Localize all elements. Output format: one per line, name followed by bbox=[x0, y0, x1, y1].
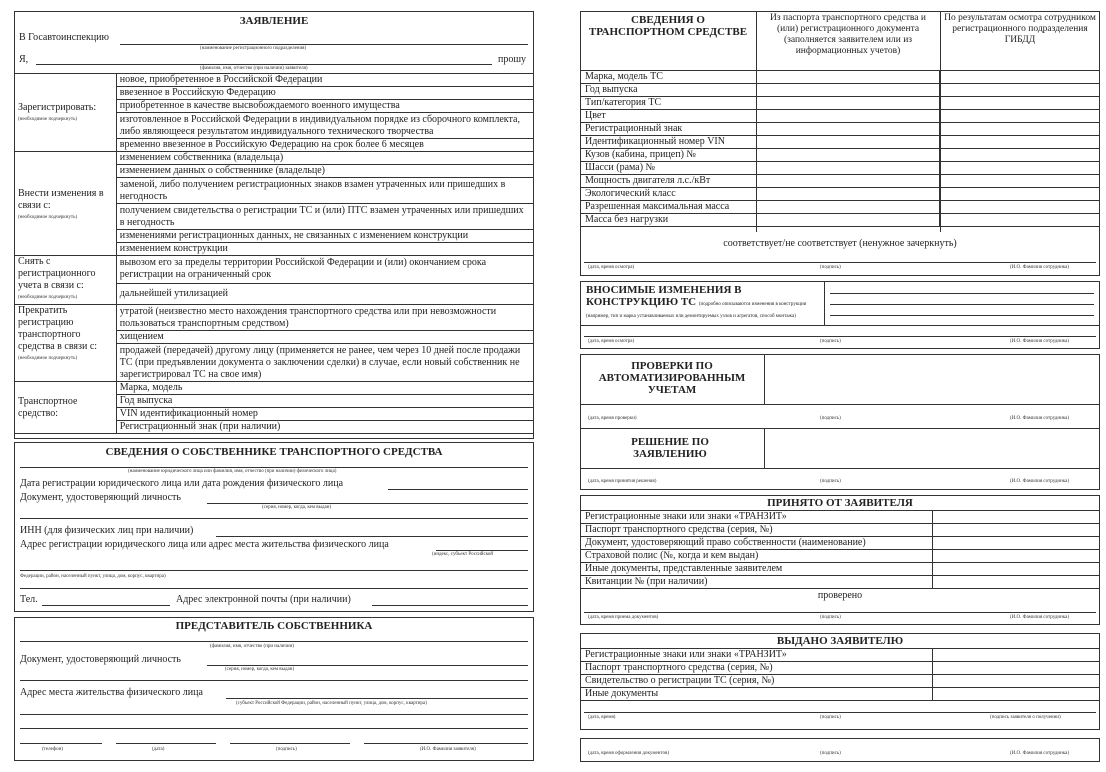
accepted-title: ПРИНЯТО ОТ ЗАЯВИТЕЛЯ bbox=[767, 497, 913, 509]
vehicle-row-label: Тип/категория ТС bbox=[581, 97, 757, 110]
vehicle-row bbox=[581, 123, 1100, 136]
issued-row-value-field[interactable] bbox=[932, 675, 1099, 688]
vehicle-row-value-field[interactable] bbox=[940, 84, 1100, 97]
option-item[interactable]: временно ввезенное в Российскую Федерацию на срок более 6 месяцев bbox=[116, 139, 533, 152]
vehicle-row-value-field[interactable] bbox=[756, 175, 939, 188]
vehicle-row-label: Идентификационный номер VIN bbox=[581, 136, 757, 149]
option-item[interactable]: изменением конструкции bbox=[116, 243, 533, 256]
vehicle-row-value-field[interactable] bbox=[940, 123, 1100, 136]
accepted-sign-signature: (подпись) bbox=[820, 615, 841, 620]
owner-phone-field[interactable] bbox=[42, 605, 170, 606]
issued-row bbox=[581, 649, 1100, 662]
checks-sign-date: (дата, время проверки) bbox=[588, 416, 637, 421]
vehicle-row-value-field[interactable] bbox=[940, 71, 1100, 84]
rep-name-hint: (фамилия, имя, отчество (при наличии) bbox=[210, 644, 294, 649]
option-item[interactable]: хищением bbox=[116, 331, 533, 344]
accepted-row-value-field[interactable] bbox=[932, 550, 1099, 563]
rep-id-doc-field[interactable] bbox=[207, 665, 528, 666]
final-section bbox=[580, 738, 1100, 762]
decision-sign-date: (дата, время принятия решения) bbox=[588, 479, 657, 484]
issued-row-label: Свидетельство о регистрации ТС (серия, №) bbox=[581, 675, 933, 688]
group-terminate-label: Прекратить регистрацию транспортного средства в связи с: bbox=[18, 305, 98, 352]
vehicle-table bbox=[580, 70, 1100, 227]
owner-email: Адрес электронной почты (при наличии) bbox=[176, 594, 351, 605]
vehicle-row-value-field[interactable] bbox=[940, 201, 1100, 214]
statement-to-hint: (наименование регистрационного подразделения) bbox=[200, 46, 307, 51]
checks-title: ПРОВЕРКИ ПО АВТОМАТИЗИРОВАННЫМ УЧЕТАМ bbox=[598, 360, 746, 396]
option-item[interactable]: приобретенное в качестве высвобождаемого военного имущества bbox=[116, 100, 533, 113]
vehicle-row bbox=[581, 162, 1100, 175]
changes-sign-signature: (подпись) bbox=[820, 339, 841, 344]
vehicle-row-value-field[interactable] bbox=[940, 188, 1100, 201]
option-item[interactable]: заменой, либо получением регистрационных знаков взамен утраченных или пришедших в негодность bbox=[116, 178, 533, 204]
owner-address-hint1: (индекс, субъект Российской bbox=[432, 552, 494, 557]
issued-row-value-field[interactable] bbox=[932, 688, 1099, 701]
rep-sign-signature: (подпись) bbox=[276, 747, 297, 752]
rep-sign-date: (дата) bbox=[152, 747, 165, 752]
accepted-row bbox=[581, 511, 1100, 524]
issued-row-label: Иные документы bbox=[581, 688, 933, 701]
option-item[interactable]: изменением собственника (владельца) bbox=[116, 152, 533, 165]
checks-sign-signature: (подпись) bbox=[820, 416, 841, 421]
owner-title: СВЕДЕНИЯ О СОБСТВЕННИКЕ ТРАНСПОРТНОГО СРЕДСТВА bbox=[105, 446, 443, 458]
changes-note: (подробно описываются изменения в конструкции (например, тип и марка устанавливаемых или демонтируемых узлов и агрегатов, способ монтажа) bbox=[586, 302, 807, 319]
option-item[interactable]: утратой (неизвестно место нахождения транспортного средства или при невозможности пользоваться транспортным средством) bbox=[116, 305, 533, 331]
final-sign-name: (И.О. Фамилия сотрудника) bbox=[1010, 751, 1070, 756]
issued-row-label: Регистрационные знаки или знаки «ТРАНЗИТ» bbox=[581, 649, 933, 662]
statement-i: Я, bbox=[19, 54, 29, 65]
vehicle-row bbox=[581, 110, 1100, 123]
owner-phone: Тел. bbox=[20, 594, 38, 605]
option-item[interactable]: изменением данных о собственнике (владельце) bbox=[116, 165, 533, 178]
vehicle-row-value-field[interactable] bbox=[756, 84, 939, 97]
vehicle-row-value-field[interactable] bbox=[756, 123, 939, 136]
accepted-row-label: Страховой полис (№, когда и кем выдан) bbox=[581, 550, 933, 563]
vehicle-title: СВЕДЕНИЯ О ТРАНСПОРТНОМ СРЕДСТВЕ bbox=[588, 14, 748, 38]
rep-address-field[interactable] bbox=[226, 698, 528, 699]
option-item[interactable]: получением свидетельства о регистрации ТС и (или) ПТС взамен утраченных или пришедших в негодность bbox=[116, 204, 533, 230]
vehicle-col3-header: По результатам осмотра сотрудником регистрационного подразделения ГИБДД bbox=[944, 13, 1096, 45]
accepted-row-label: Документ, удостоверяющий право собственности (наименование) bbox=[581, 537, 933, 550]
vehicle-conformity: соответствует/не соответствует (ненужное зачеркнуть) bbox=[723, 238, 957, 249]
accepted-row-label: Квитанции № (при наличии) bbox=[581, 576, 933, 589]
vehicle-row-value-field[interactable] bbox=[756, 97, 939, 110]
group-deregister-label: Снять с регистрационного учета в связи с: bbox=[18, 256, 96, 291]
group-change-label: Внести изменения в связи с: bbox=[18, 188, 104, 211]
vehicle-row-value-field[interactable] bbox=[940, 149, 1100, 162]
vehicle-row-label: Регистрационный знак bbox=[581, 123, 757, 136]
final-sign-date: (дата, время оформления документов) bbox=[588, 751, 670, 756]
vehicle-row bbox=[581, 201, 1100, 214]
accepted-row bbox=[581, 576, 1100, 589]
vehicle-row-label: Разрешенная максимальная масса bbox=[581, 201, 757, 214]
vehicle-row-value-field[interactable] bbox=[940, 110, 1100, 123]
vehicle-row bbox=[581, 188, 1100, 201]
vehicle-field[interactable]: VIN идентификационный номер bbox=[116, 408, 533, 421]
owner-id-doc: Документ, удостоверяющий личность bbox=[20, 492, 181, 503]
option-item[interactable]: вывозом его за пределы территории Российской Федерации и (или) окончанием срока регистрации на ограниченный срок bbox=[116, 256, 533, 284]
vehicle-sign-signature: (подпись) bbox=[820, 265, 841, 270]
vehicle-field[interactable]: Регистрационный знак (при наличии) bbox=[116, 421, 533, 434]
vehicle-row-label: Цвет bbox=[581, 110, 757, 123]
vehicle-row-value-field[interactable] bbox=[756, 136, 939, 149]
statement-options-table bbox=[14, 73, 534, 434]
option-item[interactable]: ввезенное в Российскую Федерацию bbox=[116, 87, 533, 100]
group-vehicle-label: Транспортное средство: bbox=[18, 395, 78, 419]
statement-title: ЗАЯВЛЕНИЕ bbox=[239, 15, 309, 27]
changes-title bbox=[586, 284, 820, 320]
vehicle-row bbox=[581, 84, 1100, 97]
accepted-table bbox=[580, 510, 1100, 589]
owner-name-hint: (наименование юридического лица или фамилия, имя, отчество (при наличии) физического лица) bbox=[128, 469, 337, 474]
issued-table bbox=[580, 648, 1100, 701]
vehicle-row bbox=[581, 97, 1100, 110]
issued-title: ВЫДАНО ЗАЯВИТЕЛЮ bbox=[776, 635, 904, 647]
accepted-row bbox=[581, 563, 1100, 576]
owner-inn-field[interactable] bbox=[216, 536, 528, 537]
accepted-checked: проверено bbox=[817, 590, 863, 601]
decision-title: РЕШЕНИЕ ПО ЗАЯВЛЕНИЮ bbox=[631, 436, 709, 460]
issued-sign-signature: (подпись) bbox=[820, 715, 841, 720]
accepted-row-value-field[interactable] bbox=[932, 524, 1099, 537]
vehicle-row-value-field[interactable] bbox=[756, 201, 939, 214]
applicant-name-field[interactable] bbox=[36, 64, 492, 65]
vehicle-row-label: Год выпуска bbox=[581, 84, 757, 97]
vehicle-row-value-field[interactable] bbox=[940, 214, 1100, 227]
checks-sign-name: (И.О. Фамилия сотрудника) bbox=[1010, 416, 1070, 421]
decision-sign-name: (И.О. Фамилия сотрудника) bbox=[1010, 479, 1070, 484]
owner-reg-date-field[interactable] bbox=[388, 489, 528, 490]
issued-row-value-field[interactable] bbox=[932, 649, 1099, 662]
vehicle-row-value-field[interactable] bbox=[756, 214, 939, 227]
vehicle-row bbox=[581, 175, 1100, 188]
vehicle-row-value-field[interactable] bbox=[756, 162, 939, 175]
accepted-row bbox=[581, 524, 1100, 537]
rep-address-hint: (субъект Российской Федерации, район, населенный пункт, улица, дом, корпус, квартира) bbox=[236, 701, 427, 706]
option-item[interactable]: новое, приобретенное в Российской Федерации bbox=[116, 74, 533, 87]
rep-sign-phone: (телефон) bbox=[42, 747, 63, 752]
vehicle-row-label: Шасси (рама) № bbox=[581, 162, 757, 175]
issued-row bbox=[581, 675, 1100, 688]
accepted-row-value-field[interactable] bbox=[932, 563, 1099, 576]
statement-to: В Госавтоинспекцию bbox=[19, 32, 109, 43]
owner-reg-date: Дата регистрации юридического лица или дата рождения физического лица bbox=[20, 478, 344, 489]
owner-address-field[interactable] bbox=[436, 550, 528, 551]
vehicle-row-label: Кузов (кабина, прицеп) № bbox=[581, 149, 757, 162]
accepted-row-value-field[interactable] bbox=[932, 537, 1099, 550]
issued-sign-name: (подпись заявителя о получении) bbox=[990, 715, 1061, 720]
issued-row bbox=[581, 688, 1100, 701]
vehicle-row-label: Марка, модель ТС bbox=[581, 71, 757, 84]
vehicle-row bbox=[581, 149, 1100, 162]
rep-id-hint: (серия, номер, когда, кем выдан) bbox=[225, 667, 295, 672]
group-change-hint: (необходимое подчеркнуть) bbox=[18, 215, 78, 220]
vehicle-row-value-field[interactable] bbox=[940, 97, 1100, 110]
vehicle-sign-date: (дата, время осмотра) bbox=[588, 265, 635, 270]
final-sign-signature: (подпись) bbox=[820, 751, 841, 756]
statement-name-hint: (фамилия, имя, отчество (при наличии) заявителя) bbox=[200, 66, 308, 71]
vehicle-row-label: Масса без нагрузки bbox=[581, 214, 757, 227]
accepted-row-label: Иные документы, представленные заявителем bbox=[581, 563, 933, 576]
vehicle-row-label: Мощность двигателя л.с./кВт bbox=[581, 175, 757, 188]
representative-title: ПРЕДСТАВИТЕЛЬ СОБСТВЕННИКА bbox=[175, 620, 373, 632]
owner-id-doc-field[interactable] bbox=[207, 503, 528, 504]
option-item[interactable]: дальнейшей утилизацией bbox=[116, 283, 533, 304]
changes-line[interactable] bbox=[830, 304, 1094, 305]
changes-sign-date: (дата, время осмотра) bbox=[588, 339, 635, 344]
accepted-row bbox=[581, 537, 1100, 550]
vehicle-row-value-field[interactable] bbox=[940, 136, 1100, 149]
vehicle-row-value-field[interactable] bbox=[940, 162, 1100, 175]
rep-id-doc: Документ, удостоверяющий личность bbox=[20, 654, 181, 665]
rep-sign-name: (И.О. Фамилия заявителя) bbox=[420, 747, 476, 752]
group-register-hint: (необходимое подчеркнуть) bbox=[18, 117, 78, 122]
changes-line[interactable] bbox=[830, 293, 1094, 294]
option-item[interactable]: изготовленное в Российской Федерации в индивидуальном порядке из сборочного комплекта, либо являющееся результатом индивидуального технического творчества bbox=[116, 113, 533, 139]
vehicle-row-value-field[interactable] bbox=[756, 188, 939, 201]
vehicle-field[interactable]: Марка, модель bbox=[116, 382, 533, 395]
statement-ask: прошу bbox=[498, 54, 527, 65]
option-item[interactable]: изменениями регистрационных данных, не связанных с изменением конструкции bbox=[116, 230, 533, 243]
owner-id-hint: (серия, номер, когда, кем выдан) bbox=[262, 505, 332, 510]
accepted-row-value-field[interactable] bbox=[932, 511, 1099, 524]
issued-sign-date: (дата, время) bbox=[588, 715, 616, 720]
vehicle-row bbox=[581, 71, 1100, 84]
accepted-row-value-field[interactable] bbox=[932, 576, 1099, 589]
owner-email-field[interactable] bbox=[372, 605, 528, 606]
accepted-row-label: Регистрационные знаки или знаки «ТРАНЗИТ» bbox=[581, 511, 933, 524]
issued-row-label: Паспорт транспортного средства (серия, №) bbox=[581, 662, 933, 675]
group-register-label: Зарегистрировать: bbox=[18, 102, 97, 113]
accepted-sign-name: (И.О. Фамилия сотрудника) bbox=[1010, 615, 1070, 620]
accepted-row bbox=[581, 550, 1100, 563]
accepted-row-label: Паспорт транспортного средства (серия, №) bbox=[581, 524, 933, 537]
vehicle-row-value-field[interactable] bbox=[756, 71, 939, 84]
vehicle-row-value-field[interactable] bbox=[940, 175, 1100, 188]
vehicle-row-value-field[interactable] bbox=[756, 110, 939, 123]
changes-title-text: ВНОСИМЫЕ ИЗМЕНЕНИЯ В КОНСТРУКЦИЮ ТС bbox=[586, 284, 742, 308]
vehicle-row bbox=[581, 136, 1100, 149]
option-item[interactable]: продажей (передачей) другому лицу (применяется не ранее, чем через 10 дней после продажи ТС (при предъявлении документа о заключении сделки) в случае, если новый собственник не зарегистрировал ТС на свое имя) bbox=[116, 344, 533, 382]
rep-address: Адрес места жительства физического лица bbox=[20, 687, 203, 698]
vehicle-col2-header: Из паспорта транспортного средства и (или) регистрационного документа (заполняется заявителем или из информационных учетов) bbox=[770, 13, 926, 56]
vehicle-sign-name: (И.О. Фамилия сотрудника) bbox=[1010, 265, 1070, 270]
issued-row bbox=[581, 662, 1100, 675]
owner-address-hint2: Федерации, район, населенный пункт, улица, дом, корпус, квартира) bbox=[20, 574, 166, 579]
group-terminate-hint: (необходимое подчеркнуть) bbox=[18, 356, 78, 361]
vehicle-field[interactable]: Год выпуска bbox=[116, 395, 533, 408]
vehicle-row-value-field[interactable] bbox=[756, 149, 939, 162]
issued-row-value-field[interactable] bbox=[932, 662, 1099, 675]
accepted-sign-date: (дата, время приема документов) bbox=[588, 615, 659, 620]
vehicle-row bbox=[581, 214, 1100, 227]
owner-address: Адрес регистрации юридического лица или адрес места жительства физического лица bbox=[20, 539, 389, 550]
changes-sign-name: (И.О. Фамилия сотрудника) bbox=[1010, 339, 1070, 344]
group-deregister-hint: (необходимое подчеркнуть) bbox=[18, 295, 78, 300]
vehicle-row-label: Экологический класс bbox=[581, 188, 757, 201]
decision-sign-signature: (подпись) bbox=[820, 479, 841, 484]
owner-inn: ИНН (для физических лиц при наличии) bbox=[20, 525, 194, 536]
changes-line[interactable] bbox=[830, 315, 1094, 316]
